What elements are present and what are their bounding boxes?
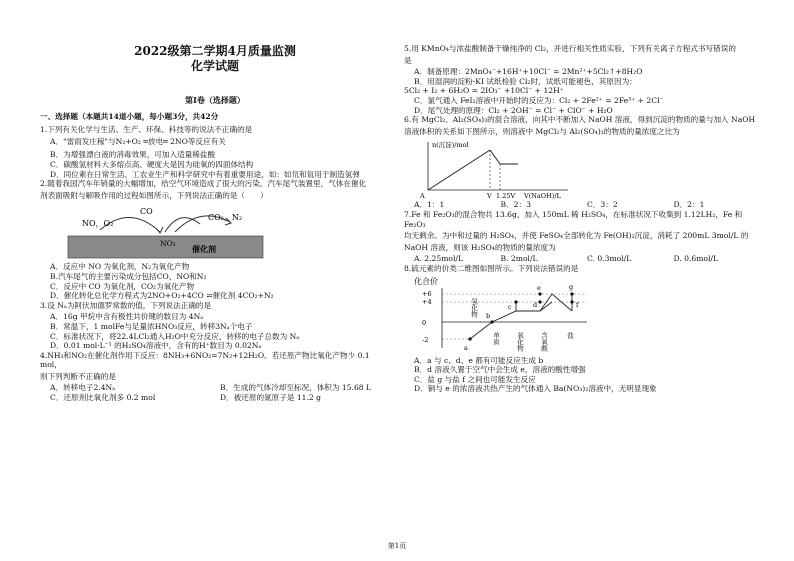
q7-stem-line2: 均无剩余。为中和过量的 H₂SO₄，并使 FeSO₄全部转化为 Fe(OH)₂沉淀，消耗了 200mL 3mol/L 的: [404, 231, 749, 241]
q4-stem-line1: 4.NH₃和NO₂在催化剂作用下反应：8NH₃+6NO₂=7N₂+12H₂O。若还原产物比氧化产物少 0.1 mol，: [40, 350, 370, 370]
ytick-plus4: +4: [422, 297, 432, 306]
ytick-zero: 0: [422, 318, 427, 327]
precipitate-graph: [418, 138, 578, 200]
question-6: [404, 115, 760, 210]
q8-option-b: B．d 溶液久置于空气中会生成 e，溶液的酸性增强: [414, 365, 586, 375]
q5-option-c: C．氯气通入 FeI₂溶液中开始时的反应为：Cl₂ + 2Fe²⁺ = 2Fe³⁺ + 2Cl⁻: [414, 95, 664, 105]
q5-option-d: D．尾气处理的原理：Cl₂ + 2OH⁻ = Cl⁻ + ClO⁻ + H₂O: [414, 105, 613, 115]
label-c: c: [508, 302, 512, 311]
graph-v: V: [487, 192, 492, 201]
q2-option-a: A．反应中 NO 为氧化剂，N₂为氧化产物: [50, 262, 190, 272]
cat-oxyacid: 含氧酸: [540, 331, 548, 351]
part-heading: 一、选择题（本题共14道小题，每小题3分，共42分: [40, 111, 219, 121]
point-e: [538, 292, 541, 295]
q2-option-b: B.汽车尾气的主要污染成分包括CO、NO和N₂: [50, 271, 207, 281]
cat-element: 单质: [492, 331, 500, 345]
catalyst-label: 催化剂: [192, 244, 216, 255]
q1-option-c: C．碳酸氢材料大多熔点高、硬度大是因为硅氧的四面体结构: [50, 159, 254, 169]
point-g: [570, 292, 573, 295]
cat-oxide: 氧化物: [516, 331, 524, 351]
q7-option-d: D. 0.6mol/L: [673, 254, 719, 264]
label-b: b: [486, 311, 491, 320]
q8-option-a: A．a 与 c、d、e 都有可能反应生成 b: [414, 355, 544, 365]
q7-option-c: C. 0.3mol/L: [587, 254, 632, 264]
question-3: [40, 301, 390, 351]
catalyst-diagram: [60, 202, 270, 262]
label-f: f: [576, 300, 579, 309]
question-1: [40, 125, 390, 179]
q7-option-a: A. 2.25mol/L: [414, 254, 464, 264]
q2-stem-line1: 2.随着我国汽车年销量的大幅增加，给空气环境造成了很大的污染。汽车尾气装置里，气体在催化: [40, 179, 367, 189]
point-d: [538, 300, 541, 303]
q4-option-c: C．还原剂比氧化剂多 0.2 mol: [50, 393, 156, 403]
q3-stem: 3.设 Nₐ为阿伏加德罗常数的值，下列说法正确的是: [40, 300, 212, 310]
q6-option-c: C．3：2: [587, 200, 618, 210]
exam-subtitle: 化学试题: [190, 59, 239, 73]
exam-title: 2022级第二学期4月质量监测: [134, 44, 296, 58]
ytick-minus2: -2: [422, 335, 429, 344]
question-4: [40, 351, 390, 403]
q7-stem-line1: 7.Fe 和 Fe₂O₃的混合物共 13.6g，加入 150mL 稀 H₂SO₄，在标准状况下收集到 1.12LH₂，Fe 和 Fe₂O₃: [404, 209, 743, 229]
graph-xlabel: V(NaOH)/L: [524, 192, 561, 201]
question-2: [40, 179, 390, 301]
q3-option-d: D．0.01 mol·L⁻¹ 的H₂SO₄溶液中，含有的H⁺数目为 0.02Nₐ: [50, 341, 262, 351]
curve-rise: [428, 150, 490, 190]
question-7: [404, 210, 760, 264]
chart-ylabel: 化合价: [414, 276, 438, 286]
q6-stem-line1: 6.有 MgCl₂、Al₂(SO₄)₃的混合溶液，向其中不断加入 NaOH 溶液，得到沉淀的物质的量与加入 NaOH: [404, 115, 756, 125]
q2-option-d: D．催化转化总化学方程式为2NO+O₂+4CO ⇌催化剂 4CO₂+N₂: [50, 291, 274, 301]
q5-option-a: A．制备原理：2MnO₄⁻+16H⁺+10Cl⁻ = 2Mn²⁺+5Cl₂↑+8H₂O: [414, 67, 643, 77]
label-a: a: [464, 343, 468, 352]
graph-origin: A: [420, 192, 425, 201]
q2-option-c: C．反应中 CO 为氧化剂，CO₂为氧化产物: [50, 281, 195, 291]
q1-option-b: B．为增强漂白液的消毒效果，可加入适量稀盐酸: [50, 150, 216, 160]
q8-option-c: C．盐 g 与盐 f 之间也可能发生反应: [414, 374, 536, 384]
section-heading: 第Ⅰ卷（选择题）: [185, 95, 245, 105]
curve-drop: [490, 150, 500, 164]
q3-option-b: B．常温下，1 molFe与足量浓HNO₃反应，转移3Nₐ个电子: [50, 321, 253, 331]
q8-stem: 8.硫元素的价类二维图如图所示。下列说法错误的是: [404, 263, 579, 273]
q4-option-a: A．转移电子2.4Nₐ: [50, 383, 116, 393]
point-c: [514, 300, 517, 303]
q6-stem-line2: 溶液体积的关系如下图所示，则溶液中 MgCl₂与 Al₂(SO₄)₃的物质的量浓度之比为: [404, 126, 680, 136]
q5-option-b: B．用湿润的淀粉-KI 试纸检验 Cl₂时，试纸可能褪色，其原因为：: [414, 76, 637, 86]
q2-stem-line2: 剂表面吸附与解吸作用的过程如图所示，下列说法正确的是（ ）: [40, 190, 268, 200]
q7-option-b: B. 2mol/L: [500, 254, 538, 264]
q7-stem-line3: NaOH 溶液，则该 H₂SO₄的物质的量浓度为: [404, 242, 556, 252]
q6-option-a: A．1：1: [414, 200, 445, 210]
sulfur-valence-chart: [412, 276, 602, 356]
q6-option-d: D．2：1: [673, 200, 705, 210]
diagram-no2: NO₂: [160, 239, 176, 249]
point-b: [490, 320, 493, 323]
graph-ylabel: n(沉淀)/mol: [432, 141, 469, 150]
point-f: [570, 300, 573, 303]
ytick-plus6: +6: [422, 289, 432, 298]
q6-option-b: B．2：3: [500, 200, 531, 210]
cat-salt: 盐: [566, 331, 574, 338]
right-column: [404, 44, 760, 394]
page-number: 第1页: [387, 542, 407, 550]
q4-stem-line2: 则下列判断不正确的是: [40, 371, 116, 381]
q4-option-d: D．被还原的氮原子是 11.2 g: [220, 393, 322, 403]
q5-option-b-eq: 5Cl₂ + I₂ + 6H₂O = 2IO₃⁻ +10Cl⁻ + 12H⁺: [404, 86, 564, 96]
point-a: [468, 337, 471, 340]
q4-option-b: B．生成的气体冷却至标况，体积为 15.68 L: [220, 383, 372, 393]
q5-stem-line1: 5.用 KMnO₄与浓盐酸制备干燥纯净的 Cl₂，并进行相关性质实验，下列有关离子方程式书写错误的: [404, 44, 736, 53]
q3-option-c: C．标准状况下，将22.4LCl₂通入H₂O中充分反应，转移的电子总数为 Nₐ: [50, 331, 300, 341]
diagram-reactants: NO，O₂: [82, 219, 114, 229]
q8-option-d: D．铜与 e 的浓溶液共热产生的气体通入 Ba(NO₃)₂溶液中，无明显现象: [414, 384, 657, 394]
q1-stem: 1.下列有关化学与生活、生产、环保、科技等的说法不正确的是: [40, 125, 253, 135]
left-column: [40, 44, 390, 403]
label-d: d: [533, 300, 538, 309]
cat-hydride: 氢化物: [470, 297, 478, 317]
q3-option-a: A．16g 甲烷中含有极性共价键的数目为 4Nₐ: [50, 312, 204, 322]
question-5: [404, 44, 760, 115]
label-g: g: [569, 282, 574, 291]
q1-option-a: A．"雷雨发庄稼"与N₂+O₂ ═放电═ 2NO等反应有关: [50, 136, 226, 146]
q1-option-d: D．同位素在日常生活、工农业生产和科学研究中有着重要用途，如：如氘和氚用于制造氢弹: [50, 169, 360, 179]
question-8: [404, 264, 760, 394]
diagram-products: CO₂，N₂: [208, 213, 243, 223]
diagram-co: CO: [140, 207, 153, 217]
graph-125v: 1.25V: [496, 192, 516, 201]
q5-stem-line2: 是: [404, 55, 412, 65]
label-e: e: [537, 283, 541, 292]
